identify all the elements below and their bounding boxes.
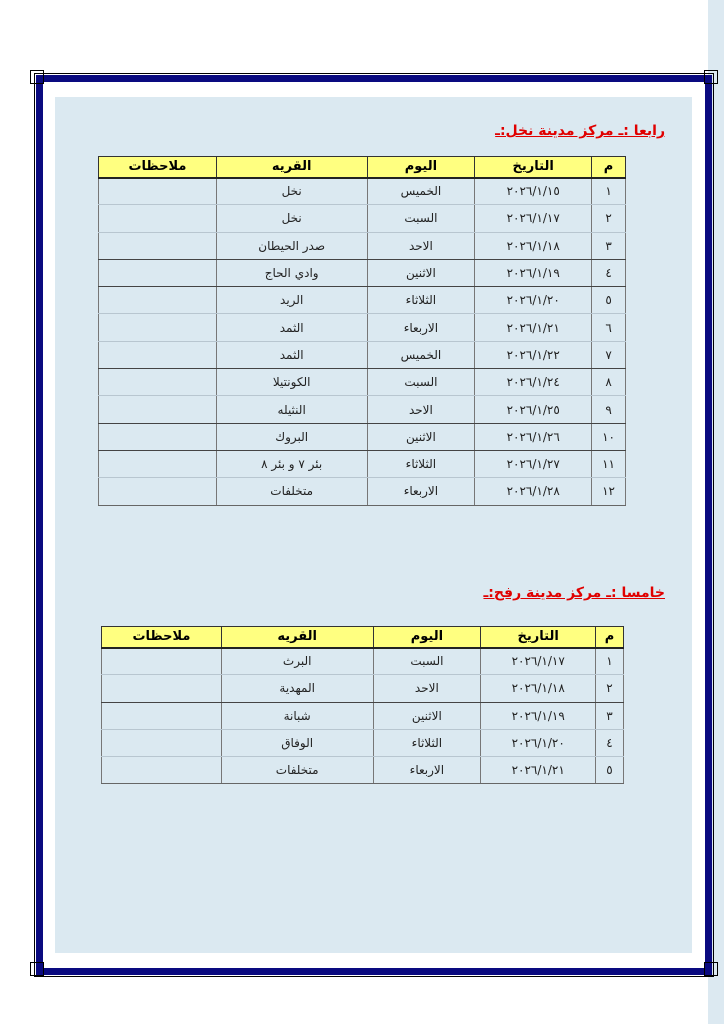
cell-notes <box>99 287 217 314</box>
cell-row-number: ٢ <box>596 675 624 702</box>
table-row <box>102 729 624 756</box>
cell-date: ٢٠٢٦/١/١٧ <box>481 648 596 675</box>
cell-notes <box>99 478 217 505</box>
cell-village: البروك <box>216 423 367 450</box>
section-title-rafah: خامسا :ـ مركز مدينة رفح:ـ <box>483 585 665 601</box>
header-date: التاريخ <box>481 627 596 648</box>
cell-day: الاربعاء <box>367 314 475 341</box>
cell-notes <box>99 205 217 232</box>
header-village: القريه <box>221 627 373 648</box>
cell-notes <box>102 702 222 729</box>
cell-day: الثلاثاء <box>367 450 475 477</box>
cell-date: ٢٠٢٦/١/٢٠ <box>475 287 592 314</box>
cell-notes <box>102 757 222 784</box>
table-row <box>99 205 626 232</box>
border-corner <box>704 962 718 976</box>
cell-notes <box>99 423 217 450</box>
cell-day: الاحد <box>367 396 475 423</box>
cell-date: ٢٠٢٦/١/٢٠ <box>481 729 596 756</box>
cell-row-number: ١٠ <box>592 423 626 450</box>
cell-village: الثمد <box>216 341 367 368</box>
cell-notes <box>99 232 217 259</box>
section-title-nakhl: رابعا :ـ مركز مدينة نخل:ـ <box>495 123 665 139</box>
table-row <box>99 396 626 423</box>
cell-village: صدر الحيطان <box>216 232 367 259</box>
table-row <box>99 341 626 368</box>
cell-row-number: ٤ <box>596 729 624 756</box>
cell-row-number: ١ <box>596 648 624 675</box>
cell-row-number: ٨ <box>592 369 626 396</box>
cell-date: ٢٠٢٦/١/١٩ <box>475 259 592 286</box>
border-corner <box>30 962 44 976</box>
table-row <box>102 675 624 702</box>
cell-notes <box>99 314 217 341</box>
header-village: القريه <box>216 157 367 178</box>
cell-date: ٢٠٢٦/١/٢١ <box>475 314 592 341</box>
schedule-table-nakhl <box>98 156 626 506</box>
cell-notes <box>99 259 217 286</box>
table-row <box>102 648 624 675</box>
cell-day: الخميس <box>367 178 475 205</box>
header-date: التاريخ <box>475 157 592 178</box>
cell-village: البرث <box>221 648 373 675</box>
cell-village: بئر ٧ و بئر ٨ <box>216 450 367 477</box>
cell-day: الثلاثاء <box>373 729 481 756</box>
cell-date: ٢٠٢٦/١/٢٨ <box>475 478 592 505</box>
table-row <box>99 259 626 286</box>
cell-row-number: ٥ <box>596 757 624 784</box>
header-day: اليوم <box>367 157 475 178</box>
cell-date: ٢٠٢٦/١/١٧ <box>475 205 592 232</box>
cell-day: الاثنين <box>373 702 481 729</box>
cell-day: الاربعاء <box>373 757 481 784</box>
cell-village: نخل <box>216 178 367 205</box>
table-row <box>99 178 626 205</box>
cell-day: السبت <box>367 369 475 396</box>
table-row <box>99 478 626 505</box>
table-row <box>99 423 626 450</box>
cell-row-number: ٣ <box>596 702 624 729</box>
cell-date: ٢٠٢٦/١/٢٧ <box>475 450 592 477</box>
cell-village: الوفاق <box>221 729 373 756</box>
cell-day: السبت <box>367 205 475 232</box>
cell-row-number: ١ <box>592 178 626 205</box>
cell-row-number: ٢ <box>592 205 626 232</box>
cell-row-number: ٣ <box>592 232 626 259</box>
header-notes: ملاحظات <box>102 627 222 648</box>
table-row <box>99 232 626 259</box>
cell-village: نخل <box>216 205 367 232</box>
cell-day: الاثنين <box>367 259 475 286</box>
cell-day: الاثنين <box>367 423 475 450</box>
cell-notes <box>102 675 222 702</box>
table-row <box>102 757 624 784</box>
cell-date: ٢٠٢٦/١/٢٦ <box>475 423 592 450</box>
cell-village: النثيله <box>216 396 367 423</box>
header-row-number: م <box>592 157 626 178</box>
cell-day: الاحد <box>373 675 481 702</box>
cell-row-number: ٧ <box>592 341 626 368</box>
table-row <box>99 314 626 341</box>
cell-date: ٢٠٢٦/١/٢٤ <box>475 369 592 396</box>
header-row-number: م <box>596 627 624 648</box>
cell-day: الخميس <box>367 341 475 368</box>
cell-day: الاحد <box>367 232 475 259</box>
header-notes: ملاحظات <box>99 157 217 178</box>
header-day: اليوم <box>373 627 481 648</box>
cell-notes <box>102 648 222 675</box>
cell-row-number: ٥ <box>592 287 626 314</box>
cell-notes <box>99 341 217 368</box>
border-corner <box>704 70 718 84</box>
cell-row-number: ٦ <box>592 314 626 341</box>
cell-date: ٢٠٢٦/١/٢٥ <box>475 396 592 423</box>
table-row <box>99 369 626 396</box>
cell-notes <box>99 369 217 396</box>
cell-notes <box>102 729 222 756</box>
cell-notes <box>99 396 217 423</box>
cell-village: الكونتيلا <box>216 369 367 396</box>
cell-row-number: ٩ <box>592 396 626 423</box>
cell-notes <box>99 178 217 205</box>
cell-row-number: ٤ <box>592 259 626 286</box>
cell-village: المهدية <box>221 675 373 702</box>
cell-village: وادي الحاج <box>216 259 367 286</box>
cell-row-number: ١١ <box>592 450 626 477</box>
cell-village: متخلفات <box>216 478 367 505</box>
cell-village: الثمد <box>216 314 367 341</box>
cell-date: ٢٠٢٦/١/٢٢ <box>475 341 592 368</box>
schedule-table-rafah <box>101 626 624 784</box>
cell-village: متخلفات <box>221 757 373 784</box>
table-row <box>102 702 624 729</box>
cell-village: شبانة <box>221 702 373 729</box>
table-row <box>99 450 626 477</box>
border-corner <box>30 70 44 84</box>
cell-day: السبت <box>373 648 481 675</box>
cell-date: ٢٠٢٦/١/١٨ <box>481 675 596 702</box>
cell-date: ٢٠٢٦/١/٢١ <box>481 757 596 784</box>
table-row <box>99 287 626 314</box>
cell-day: الثلاثاء <box>367 287 475 314</box>
cell-date: ٢٠٢٦/١/١٩ <box>481 702 596 729</box>
cell-notes <box>99 450 217 477</box>
cell-date: ٢٠٢٦/١/١٨ <box>475 232 592 259</box>
cell-row-number: ١٢ <box>592 478 626 505</box>
cell-date: ٢٠٢٦/١/١٥ <box>475 178 592 205</box>
cell-village: الريد <box>216 287 367 314</box>
cell-day: الاربعاء <box>367 478 475 505</box>
